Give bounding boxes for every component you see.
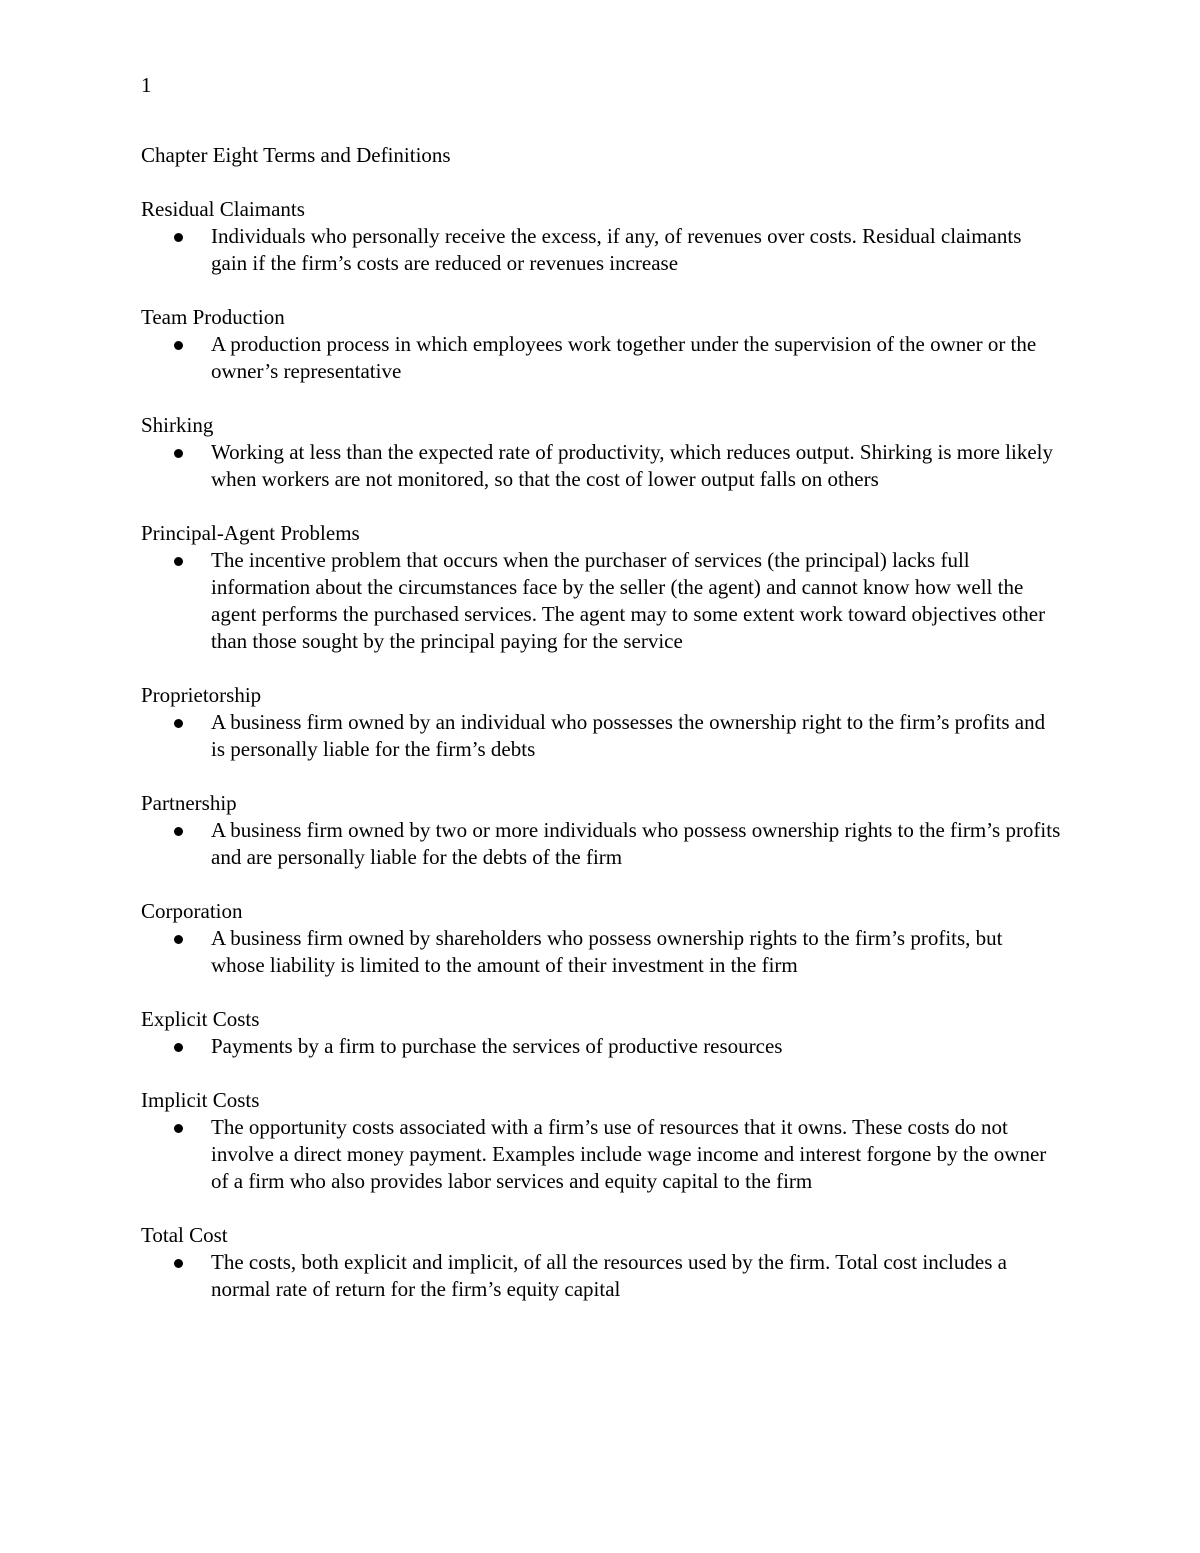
definition-list [141, 1249, 1061, 1303]
bullet-icon [174, 1124, 183, 1133]
term-entry [141, 898, 1061, 979]
definition-list [141, 925, 1061, 979]
definition-item [141, 439, 1061, 493]
definition-item [141, 817, 1061, 871]
definition-list [141, 817, 1061, 871]
term-heading: Residual Claimants [141, 197, 305, 221]
term-entry [141, 790, 1061, 871]
definition-item [141, 331, 1061, 385]
page-number: 1 [141, 73, 152, 97]
term-heading: Principal-Agent Problems [141, 521, 360, 545]
definition-list [141, 331, 1061, 385]
definition-item [141, 1033, 1061, 1060]
definition-item [141, 1114, 1061, 1195]
bullet-icon [174, 449, 183, 458]
definition-text: A business firm owned by shareholders who possess ownership rights to the firm’s profits, but whose liability is limited to the amount of their investment in the firm [211, 926, 1003, 977]
term-entry [141, 304, 1061, 385]
definition-text: The opportunity costs associated with a firm’s use of resources that it owns. These costs do not involve a direct money payment. Examples include wage income and interest forgone by the owner of a firm who also provides labor services and equity capital to the firm [211, 1115, 1047, 1193]
bullet-icon [174, 1259, 183, 1268]
definition-item [141, 1249, 1061, 1303]
term-entry [141, 1222, 1061, 1303]
term-heading: Explicit Costs [141, 1007, 260, 1031]
definition-item [141, 925, 1061, 979]
term-heading: Shirking [141, 413, 214, 437]
term-entry [141, 196, 1061, 277]
definition-text: A business firm owned by an individual who possesses the ownership right to the firm’s profits and is personally liable for the firm’s debts [211, 710, 1046, 761]
bullet-icon [174, 1043, 183, 1052]
definition-item [141, 547, 1061, 655]
term-entry [141, 1006, 1061, 1060]
term-entry [141, 682, 1061, 763]
definition-list [141, 547, 1061, 655]
bullet-icon [174, 827, 183, 836]
term-entry [141, 412, 1061, 493]
bullet-icon [174, 935, 183, 944]
definition-text: A business firm owned by two or more individuals who possess ownership rights to the firm’s profits and are personally liable for the debts of the firm [211, 818, 1061, 869]
definition-text: Payments by a firm to purchase the services of productive resources [211, 1034, 783, 1058]
term-heading: Team Production [141, 305, 285, 329]
bullet-icon [174, 233, 183, 242]
definition-list [141, 1114, 1061, 1195]
term-heading: Proprietorship [141, 683, 262, 707]
definition-text: Working at less than the expected rate of productivity, which reduces output. Shirking is more likely when workers are not monitored, so that the cost of lower output falls on others [211, 440, 1053, 491]
term-entry [141, 520, 1061, 655]
term-heading: Corporation [141, 899, 243, 923]
bullet-icon [174, 341, 183, 350]
terms-list [141, 196, 1061, 1330]
bullet-icon [174, 557, 183, 566]
definition-text: The incentive problem that occurs when the purchaser of services (the principal) lacks full information about the circumstances face by the seller (the agent) and cannot know how well the agent performs the purchased services. The agent may to some extent work toward objectives other than those sought by the principal paying for the service [211, 548, 1046, 653]
bullet-icon [174, 719, 183, 728]
definition-text: Individuals who personally receive the excess, if any, of revenues over costs. Residual claimants gain if the firm’s costs are reduced or revenues increase [211, 224, 1022, 275]
page-title: Chapter Eight Terms and Definitions [141, 143, 451, 167]
definition-text: The costs, both explicit and implicit, of all the resources used by the firm. Total cost includes a normal rate of return for the firm’s equity capital [211, 1250, 1007, 1301]
term-heading: Partnership [141, 791, 237, 815]
definition-item [141, 709, 1061, 763]
definition-list [141, 439, 1061, 493]
definition-list [141, 1033, 1061, 1060]
definition-item [141, 223, 1061, 277]
definition-list [141, 709, 1061, 763]
term-heading: Total Cost [141, 1223, 228, 1247]
term-heading: Implicit Costs [141, 1088, 260, 1112]
definition-text: A production process in which employees work together under the supervision of the owner or the owner’s representative [211, 332, 1037, 383]
term-entry [141, 1087, 1061, 1195]
definition-list [141, 223, 1061, 277]
